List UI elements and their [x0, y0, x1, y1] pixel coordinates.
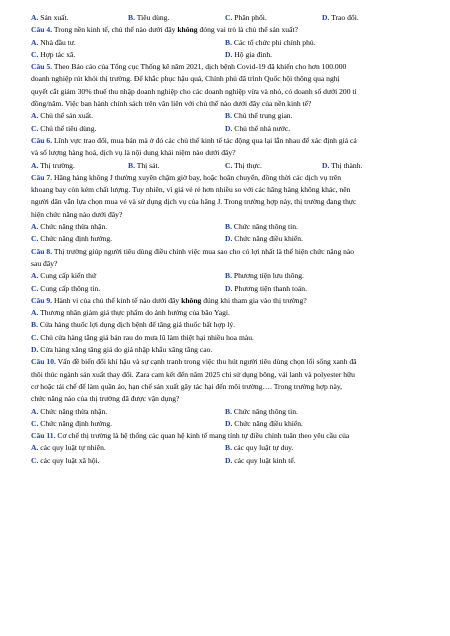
q10-line-2: thôi thúc ngành sản xuất thay đổi. Zara cam kết đến năm 2025 chỉ sử dụng bông, vải lanh và polyester hữu: [31, 369, 355, 379]
option-label: C.: [31, 455, 39, 465]
option-text: Nhà đầu tư.: [40, 37, 76, 47]
option-label: C.: [31, 234, 39, 244]
option-text: Sản xuất.: [40, 13, 69, 22]
q8-stem: [31, 246, 419, 271]
q5-line-1: [31, 61, 419, 73]
option-label: A.: [31, 222, 39, 232]
q10-line-1: [31, 356, 419, 368]
q3-option-a: [31, 12, 128, 24]
q7-option-d: [225, 233, 419, 245]
q10-options-row-1: [31, 406, 419, 418]
option-label: D.: [225, 123, 233, 133]
option-label: B.: [225, 37, 232, 47]
option-label: C.: [31, 49, 39, 59]
option-text: Thị sát.: [136, 160, 160, 170]
q5-options-row-1: [31, 110, 419, 122]
option-text: Chức năng định hướng.: [40, 234, 113, 244]
question-number: Câu 11.: [31, 431, 56, 441]
option-label: D.: [225, 283, 233, 293]
q8-options-row-2: [31, 283, 419, 295]
q11-option-c: [31, 455, 225, 467]
option-text: Hộ gia đình.: [234, 49, 273, 59]
option-label: A.: [31, 308, 39, 318]
q6-option-d: [322, 160, 419, 172]
option-text: Các tổ chức phi chính phủ.: [233, 37, 316, 47]
question-text: Lĩnh vực trao đổi, mua bán mà ở đó các chủ thể kinh tế tác động qua lại lẫn nhau để xác định giá cả: [54, 135, 357, 145]
option-text: Cung cấp thông tin.: [40, 283, 101, 293]
question-number: Câu 9.: [31, 295, 53, 305]
q11-option-d: [225, 455, 419, 467]
q10-option-a: [31, 406, 225, 418]
option-text: Trao đổi.: [331, 13, 359, 22]
option-text: Chủ thể trung gian.: [233, 111, 293, 121]
q7-option-a: [31, 221, 225, 233]
question-text: đóng vai trò là chủ thể sản xuất?: [197, 25, 298, 35]
q11-stem: [31, 430, 419, 442]
q4-options-row-2: [31, 49, 419, 61]
q4-option-d: [225, 49, 419, 61]
q11-options-row-2: [31, 455, 419, 467]
q8-line-2: sau đây?: [31, 258, 58, 268]
q6-option-c: [225, 160, 322, 172]
q6-line-2: và số lượng hàng hoá, dịch vụ là nội dung khái niệm nào dưới đây?: [31, 148, 236, 158]
q8-options-row-1: [31, 270, 419, 282]
option-text: Chủ cửa hàng tăng giá bán rau do mưa lũ làm thiệt hại nhiều hoa màu.: [40, 332, 254, 342]
question-text: Hãng hàng không J thường xuyên chậm giờ bay, hoặc hoãn chuyến, đồng thời các dịch vụ trên: [54, 172, 342, 182]
q11-option-b: [225, 442, 419, 454]
q8-option-a: [31, 270, 225, 282]
option-label: B.: [225, 443, 232, 453]
question-text: Vấn đề biến đổi khí hậu và sự cạnh tranh trong việc thu hút người tiêu dùng chọn lối sống xanh đã: [57, 357, 357, 367]
q7-option-c: [31, 233, 225, 245]
q7-line-2: khoang bay còn kém chất lượng. Tuy nhiên, vì giá vé rẻ hơn nhiều so với các hãng hàng không khác, nên: [31, 185, 351, 195]
question-number: Câu 8.: [31, 246, 53, 256]
q8-option-b: [225, 270, 419, 282]
option-label: A.: [31, 406, 39, 416]
option-label: C.: [225, 160, 233, 170]
q6-options: [31, 160, 419, 172]
option-text: Chức năng định hướng.: [40, 418, 113, 428]
q7-stem: [31, 172, 419, 221]
option-text: Chức năng thừa nhận.: [40, 222, 108, 232]
q5-stem: [31, 61, 419, 110]
option-label: D.: [225, 49, 233, 59]
option-text: Cửa hàng thuốc lợi dụng dịch bệnh để tăng giá thuốc bất hợp lý.: [39, 320, 236, 330]
q11-option-a: [31, 442, 225, 454]
q10-option-c: [31, 418, 225, 430]
q9-stem: [31, 295, 419, 307]
option-label: C.: [31, 283, 39, 293]
option-text: các quy luật tự nhiên.: [40, 443, 106, 453]
question-emphasis: không: [181, 295, 202, 305]
option-label: D.: [322, 160, 330, 170]
option-label: C.: [31, 418, 39, 428]
option-text: các quy luật xã hội.: [40, 455, 100, 465]
option-text: Phương tiện lưu thông.: [233, 271, 304, 281]
option-label: A.: [31, 13, 39, 22]
question-number: Câu 6.: [31, 135, 53, 145]
question-number: Câu 5.: [31, 62, 53, 72]
q6-option-b: [128, 160, 225, 172]
q5-line-2: doanh nghiệp rút khỏi thị trường. Để khắc phục hậu quả, Chính phủ đã trình Quốc hội thông qua nghị: [31, 74, 340, 84]
option-text: Thị trường.: [40, 160, 75, 170]
option-text: Hợp tác xã.: [40, 49, 76, 59]
option-label: A.: [31, 271, 39, 281]
option-label: B.: [225, 111, 232, 121]
option-text: Phương tiện thanh toán.: [234, 283, 307, 293]
option-label: D.: [225, 234, 233, 244]
question-text: Trong nền kinh tế, chủ thể nào dưới đây: [53, 25, 178, 35]
option-label: D.: [225, 418, 233, 428]
question-text: Hành vi của chủ thể kinh tế nào dưới đây: [54, 295, 182, 305]
option-text: Chủ thể sản xuất.: [40, 111, 94, 121]
option-label: A.: [31, 443, 39, 453]
option-label: A.: [31, 160, 39, 170]
option-text: Cửa hàng xăng tăng giá do giá nhập khẩu xăng tăng cao.: [40, 345, 213, 355]
q9-option-c: [31, 332, 419, 344]
q10-option-d: [225, 418, 419, 430]
q7-options-row-2: [31, 233, 419, 245]
option-text: Chức năng điều khiển.: [234, 418, 303, 428]
option-text: Cung cấp kiến thứ: [40, 271, 97, 281]
q5-option-b: [225, 110, 419, 122]
q4-stem: [31, 24, 419, 36]
q6-line-1: [31, 135, 419, 147]
option-text: Chức năng điều khiển.: [234, 234, 303, 244]
option-label: C.: [31, 123, 39, 133]
option-label: D.: [31, 345, 39, 355]
q7-line-4: hiện chức năng nào dưới đây?: [31, 209, 123, 219]
q5-option-d: [225, 123, 419, 135]
question-text: Theo Báo cáo của Tổng cục Thống kê năm 2021, dịch bệnh Covid-19 đã khiến cho hơn 100.000: [53, 62, 347, 72]
option-label: B.: [128, 13, 135, 22]
q10-line-4: chức năng nào của thị trường đã được vận dụng?: [31, 394, 180, 404]
q4-options-row-1: [31, 37, 419, 49]
q8-line-1: [31, 246, 419, 258]
option-label: B.: [31, 320, 38, 330]
q4-option-c: [31, 49, 225, 61]
q5-option-c: [31, 123, 225, 135]
option-label: A.: [31, 37, 39, 47]
q11-options-row-1: [31, 442, 419, 454]
q9-option-d: [31, 344, 419, 356]
question-text: Cơ chế thị trường là hệ thống các quan hệ kinh tế mang tính tự điều chỉnh tuân theo yêu cầu của: [57, 431, 350, 441]
option-text: Chức năng thông tin.: [233, 222, 298, 232]
question-emphasis: không: [177, 25, 198, 35]
option-text: Chủ thể nhà nước.: [234, 123, 291, 133]
q7-line-3: người dân vẫn lựa chọn mua vé và sử dụng dịch vụ của hãng J. Trong trường hợp này, thị trường đang thực: [31, 197, 357, 207]
q7-option-b: [225, 221, 419, 233]
option-text: Thương nhân giảm giá thực phẩm do ảnh hưởng của bão Yagi.: [40, 308, 230, 318]
question-text: Thị trường giúp người tiêu dùng điều chỉnh việc mua sao cho có lợi nhất là thể hiện chức năng nào: [53, 246, 355, 256]
q10-options-row-2: [31, 418, 419, 430]
option-text: Thị thành.: [331, 160, 363, 170]
option-label: B.: [225, 406, 232, 416]
q5-line-4: đồng/năm. Việc ban hành chính sách trên văn liên với chủ thể nào dưới đây của nền kinh tế?: [31, 99, 312, 109]
q3-option-b: [128, 12, 225, 24]
q9-option-b: [31, 319, 419, 331]
q7-line-1: [31, 172, 419, 184]
option-label: B.: [225, 271, 232, 281]
option-text: Thị thực.: [234, 160, 262, 170]
option-text: Phân phối.: [234, 13, 267, 22]
q10-stem: [31, 356, 419, 405]
q10-option-b: [225, 406, 419, 418]
option-label: B.: [225, 222, 232, 232]
option-label: B.: [128, 160, 135, 170]
q4-option-a: [31, 37, 225, 49]
q4-option-b: [225, 37, 419, 49]
option-text: các quy luật kinh tế.: [234, 455, 296, 465]
q3-option-d: [322, 12, 419, 24]
q9-option-a: [31, 307, 419, 319]
q6-option-a: [31, 160, 128, 172]
option-text: các quy luật tự duy.: [233, 443, 294, 453]
q7-options-row-1: [31, 221, 419, 233]
option-label: D.: [225, 455, 233, 465]
question-number: Câu 7.: [31, 172, 53, 182]
option-text: Chức năng thừa nhận.: [40, 406, 108, 416]
question-number: Câu 4.: [31, 25, 53, 35]
option-text: Chức năng thông tin.: [233, 406, 298, 416]
q3-options: [31, 12, 419, 24]
q8-option-c: [31, 283, 225, 295]
q5-line-3: quyết cắt giảm 30% thuế thu nhập doanh nghiệp cho các doanh nghiệp vừa và nhỏ, có doanh số dưới 200 tỉ: [31, 86, 357, 96]
option-label: D.: [322, 13, 330, 22]
q5-options-row-2: [31, 123, 419, 135]
option-label: C.: [31, 332, 39, 342]
q3-option-c: [225, 12, 322, 24]
q8-option-d: [225, 283, 419, 295]
option-label: A.: [31, 111, 39, 121]
q10-line-3: cơ hoặc tái chế để làm quần áo, hạn chế sản xuất gây tác hại đến môi trường…. Trong trường hợp này,: [31, 381, 343, 391]
option-text: Tiêu dùng.: [136, 13, 170, 22]
question-text: đúng khi tham gia vào thị trường?: [201, 295, 307, 305]
option-label: C.: [225, 13, 233, 22]
q5-option-a: [31, 110, 225, 122]
q6-stem: [31, 135, 419, 160]
option-text: Chủ thể tiêu dùng.: [40, 123, 97, 133]
question-number: Câu 10.: [31, 357, 56, 367]
